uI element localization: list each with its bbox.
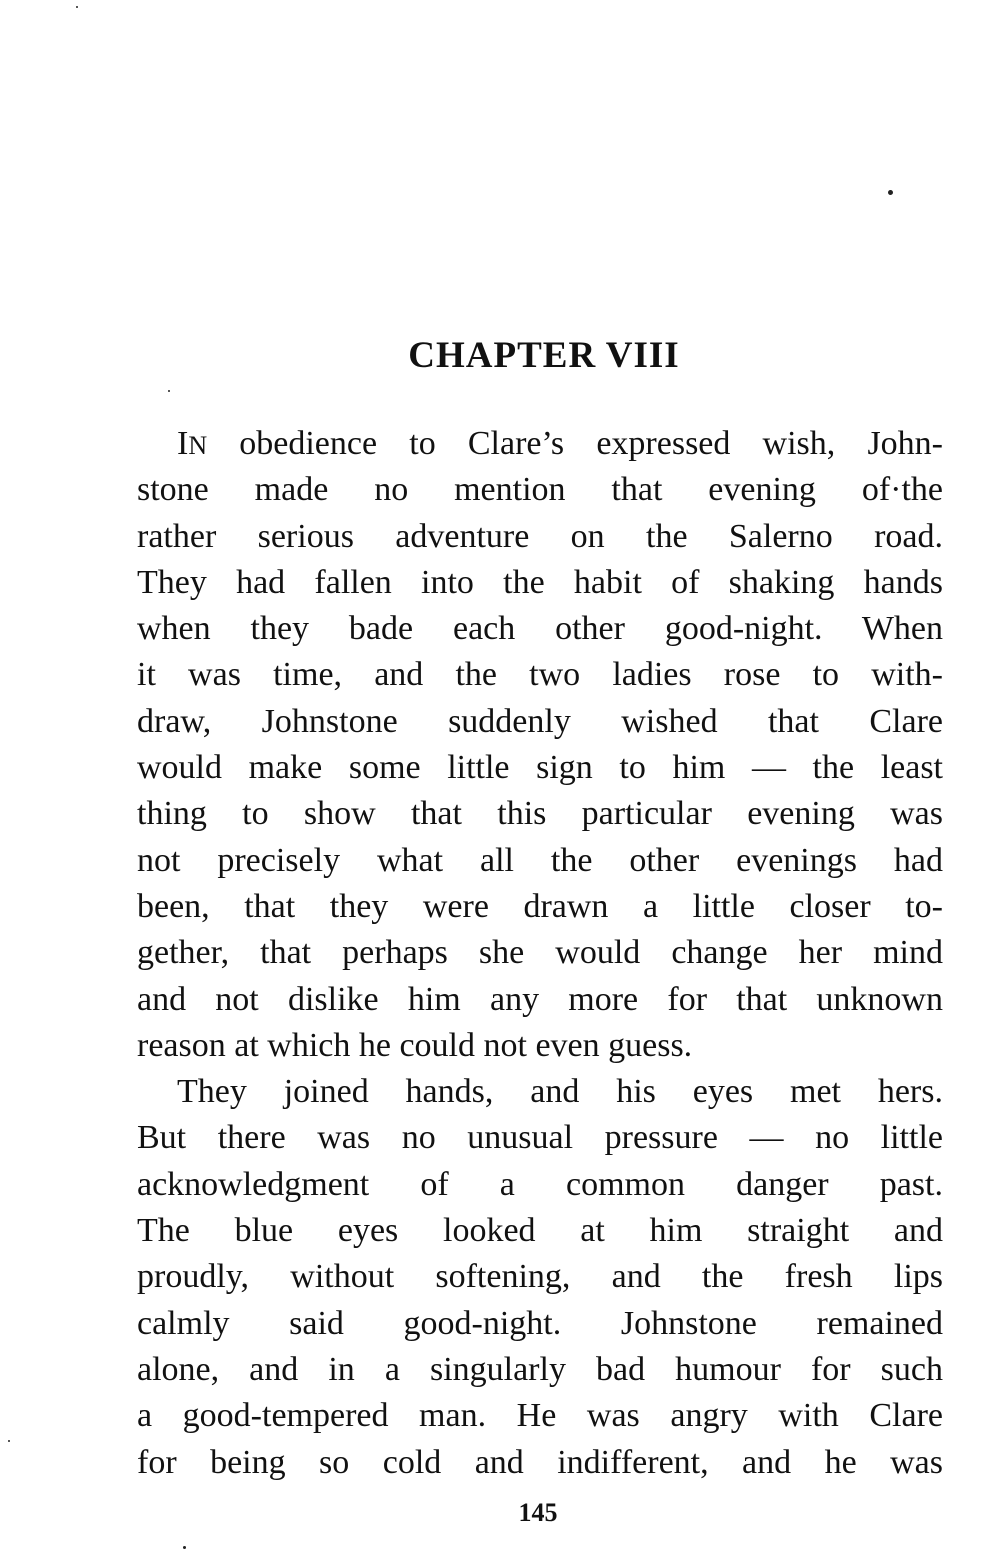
body-text (137, 421, 943, 1486)
text-line: proudly, without softening, and the fresh lips (137, 1258, 943, 1296)
text-line: a good-tempered man. He was angry with Clare (137, 1397, 943, 1435)
line-text: obedience to Clare’s expressed wish, John- (207, 425, 943, 462)
text-line: acknowledgment of a common danger past. (137, 1165, 943, 1203)
text-line: stone made no mention that evening of·the (137, 471, 943, 509)
text-line: draw, Johnstone suddenly wished that Clare (137, 702, 943, 740)
drop-initial: I (177, 425, 189, 462)
small-caps-lead: N (188, 431, 208, 460)
text-line: and not dislike him any more for that unknown (137, 980, 943, 1018)
scan-speck (168, 390, 170, 392)
text-line: when they bade each other good-night. When (137, 610, 943, 648)
chapter-title: CHAPTER VIII (408, 335, 680, 376)
text-line: for being so cold and indifferent, and he was (137, 1443, 943, 1481)
text-line: thing to show that this particular evening was (137, 795, 943, 833)
scan-speck (183, 1546, 186, 1549)
text-line: calmly said good-night. Johnstone remained (137, 1304, 943, 1342)
text-line: it was time, and the two ladies rose to with- (137, 656, 943, 694)
paragraph-2 (137, 1069, 943, 1486)
text-line: been, that they were drawn a little closer to- (137, 887, 943, 925)
text-line (137, 421, 943, 467)
paragraph-1 (137, 421, 943, 1069)
text-line: would make some little sign to him — the least (137, 749, 943, 787)
text-line: The blue eyes looked at him straight and (137, 1212, 943, 1250)
text-line: They had fallen into the habit of shaking hands (137, 563, 943, 601)
text-line: rather serious adventure on the Salerno road. (137, 517, 943, 555)
text-line: alone, and in a singularly bad humour for such (137, 1350, 943, 1388)
page-number: 145 (518, 1498, 558, 1527)
text-line: gether, that perhaps she would change her mind (137, 934, 943, 972)
text-line: But there was no unusual pressure — no little (137, 1119, 943, 1157)
text-line: not precisely what all the other evenings had (137, 841, 943, 879)
text-line: reason at which he could not even guess. (137, 1026, 693, 1064)
scan-speck (888, 190, 893, 195)
text-line: They joined hands, and his eyes met hers. (177, 1073, 943, 1111)
scan-speck (8, 1440, 10, 1442)
scan-speck (76, 6, 78, 8)
